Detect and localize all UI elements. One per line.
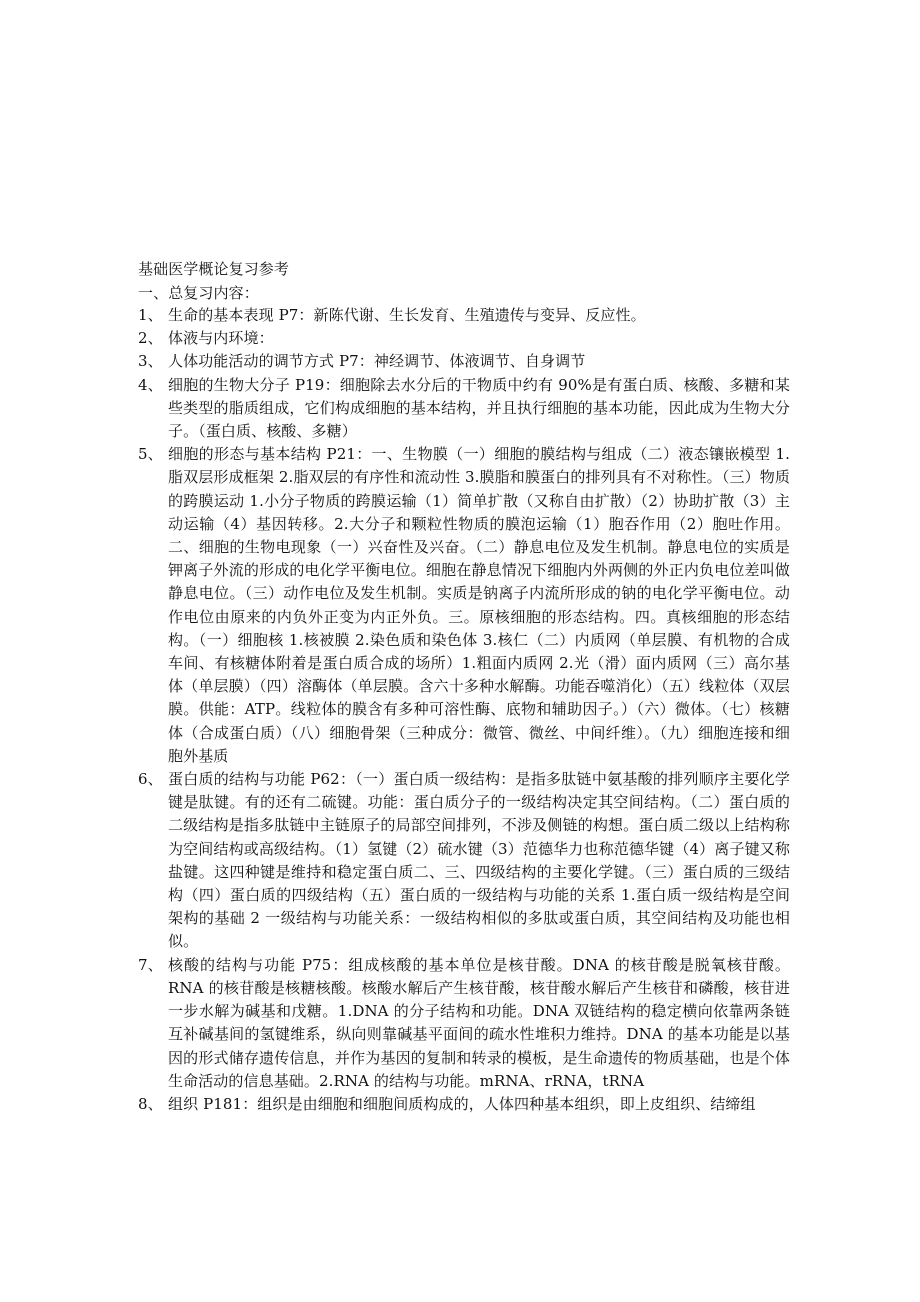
list-item-text: 组织 P181：组织是由细胞和细胞间质构成的，人体四种基本组织，即上皮组织、结缔组: [168, 1094, 756, 1113]
item-list: [138, 304, 790, 1116]
list-item-text: 细胞的形态与基本结构 P21：一、生物膜（一）细胞的膜结构与组成（二）液态镶嵌模型 1.脂双层形成框架 2.脂双层的有序性和流动性 3.膜脂和膜蛋白的排列具有不对称性。（三）物质的跨膜运动 1.小分子物质的跨膜运输（1）简单扩散（又称自由扩散）（2）协助扩散（3）主动运输（4）基因转移。2.大分子和颗粒性物质的膜泡运输（1）胞吞作用（2）胞吐作用。二、细胞的生物电现象（一）兴奋性及兴奋。（二）静息电位及发生机制。静息电位的实质是钾离子外流的形成的电化学平衡电位。细胞在静息情况下细胞内外两侧的外正内负电位差叫做静息电位。（三）动作电位及发生机制。实质是钠离子内流所形成的钠的电化学平衡电位。动作电位由原来的内负外正变为内正外负。三。原核细胞的形态结构。四。真核细胞的形态结构。（一）细胞核 1.核被膜 2.染色质和染色体 3.核仁（二）内质网（单层膜、有机物的合成车间、有核糖体附着是蛋白质合成的场所）1.粗面内质网 2.光（滑）面内质网（三）高尔基体（单层膜）（四）溶酶体（单层膜。含六十多种水解酶。功能吞噬消化）（五）线粒体（双层膜。供能：ATP。线粒体的膜含有多种可溶性酶、底物和辅助因子。）（六）微体。（七）核糖体（合成蛋白质）（八）细胞骨架（三种成分：微管、微丝、中间纤维）。（九）细胞连接和细胞外基质: [168, 445, 790, 765]
list-item: [138, 443, 790, 768]
list-item-text: 蛋白质的结构与功能 P62：（一）蛋白质一级结构：是指多肽链中氨基酸的排列顺序主要化学键是肽键。有的还有二硫键。功能：蛋白质分子的一级结构决定其空间结构。（二）蛋白质的二级结构是指多肽链中主链原子的局部空间排列，不涉及侧链的构想。蛋白质二级以上结构称为空间结构或高级结构。（1）氢键（2）硫水键（3）范德华力也称范德华键（4）离子键又称盐键。这四种键是维持和稳定蛋白质二、三、四级结构的主要化学键。（三）蛋白质的三级结构（四）蛋白质的四级结构（五）蛋白质的一级结构与功能的关系 1.蛋白质一级结构是空间架构的基础 2 一级结构与功能关系：一级结构相似的多肽或蛋白质，其空间结构及功能也相似。: [168, 770, 790, 951]
list-item-number: 6、: [138, 770, 163, 789]
list-item-number: 7、: [138, 955, 163, 974]
list-item: [138, 768, 790, 954]
list-item-text: 体液与内环境：: [168, 329, 274, 348]
list-item-text: 生命的基本表现 P7：新陈代谢、生长发育、生殖遗传与变异、反应性。: [168, 306, 646, 324]
list-item-number: 1、: [138, 306, 163, 324]
document-title: 基础医学概论复习参考: [138, 260, 290, 278]
list-item: [138, 1093, 790, 1116]
list-item-number: 8、: [138, 1094, 163, 1113]
list-item-number: 3、: [138, 352, 163, 371]
list-item-text: 核酸的结构与功能 P75：组成核酸的基本单位是核苷酸。DNA 的核苷酸是脱氧核苷酸。RNA 的核苷酸是核糖核酸。核酸水解后产生核苷酸，核苷酸水解后产生核苷和磷酸，核苷进一步水解为碱基和戊糖。1.DNA 的分子结构和功能。DNA 双链结构的稳定横向依靠两条链互补碱基间的氢键维系，纵向则靠碱基平面间的疏水性堆积力维持。DNA 的基本功能是以基因的形式储存遗传信息，并作为基因的复制和转录的模板，是生命遗传的物质基础，也是个体生命活动的信息基础。2.RNA 的结构与功能。mRNA、rRNA，tRNA: [168, 955, 790, 1090]
list-item: [138, 374, 790, 444]
section-heading: 一、总复习内容：: [138, 284, 259, 302]
list-item: [138, 350, 790, 373]
list-item-text: 细胞的生物大分子 P19：细胞除去水分后的干物质中约有 90%是有蛋白质、核酸、多糖和某些类型的脂质组成，它们构成细胞的基本结构，并且执行细胞的基本功能，因此成为生物大分子。（蛋白质、核酸、多糖）: [168, 375, 790, 441]
list-item-number: 2、: [138, 329, 163, 348]
list-item: [138, 954, 790, 1093]
list-item: [138, 304, 790, 327]
list-item-number: 4、: [138, 375, 163, 394]
list-item-number: 5、: [138, 445, 163, 464]
list-item: [138, 327, 790, 350]
list-item-text: 人体功能活动的调节方式 P7：神经调节、体液调节、自身调节: [168, 352, 586, 371]
